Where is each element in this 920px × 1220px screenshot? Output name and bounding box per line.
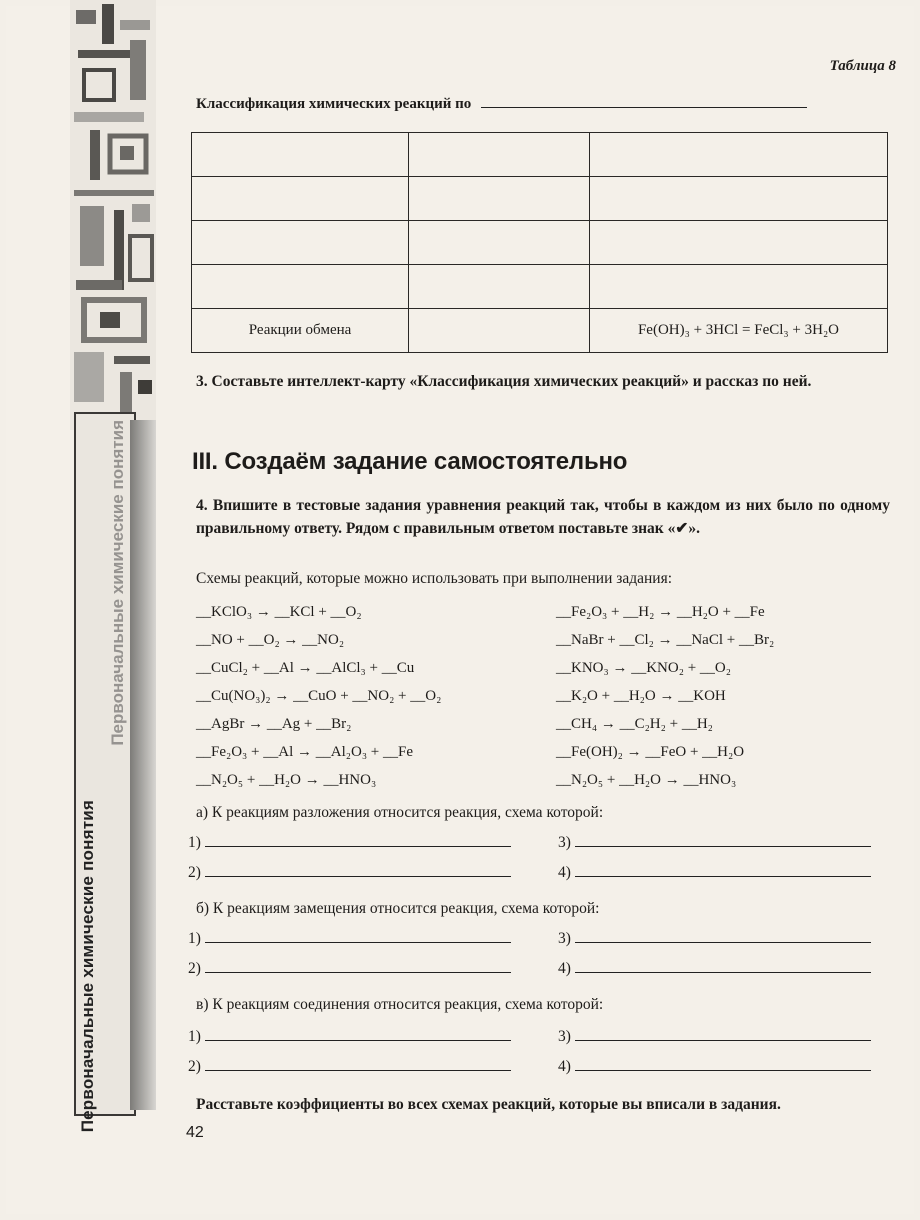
table-cell[interactable] — [590, 221, 888, 265]
table-cell[interactable] — [409, 265, 590, 309]
table-cell: Fe(OH)₃ + 3HCl = FeCl₃ + 3H₂O — [590, 309, 888, 353]
scheme-left: __NO + __O₂ → __NO₂ — [196, 632, 345, 648]
scheme-right: __KNO₃ → __KNO₂ + __O₂ — [556, 660, 731, 676]
chapter-title-ghost: Первоначальные химические понятия — [108, 420, 127, 746]
answer-slot[interactable]: 3) — [558, 834, 871, 852]
task-4: 4. Впишите в тестовые задания уравнения реакций так, чтобы в каждом из них было по одному правильному ответу. Рядом с правильным ответом поставьте знак «✔». — [196, 497, 890, 537]
table-row — [192, 221, 888, 265]
table-cell[interactable] — [409, 177, 590, 221]
table-row — [192, 133, 888, 177]
table-cell[interactable] — [409, 221, 590, 265]
classification-table — [191, 132, 888, 353]
decorative-pattern — [70, 0, 156, 430]
question-c: в) К реакциям соединения относится реакция, схема которой: — [196, 996, 604, 1013]
scheme-left: __AgBr → __Ag + __Br₂ — [196, 716, 352, 732]
answer-slot[interactable]: 3) — [558, 930, 871, 948]
table-cell[interactable] — [192, 177, 409, 221]
table-cell[interactable] — [590, 265, 888, 309]
final-instruction: Расставьте коэффициенты во всех схемах реакций, которые вы вписали в задания. — [196, 1096, 781, 1113]
table-label: Таблица 8 — [829, 58, 896, 74]
scheme-left: __Fe₂O₃ + __Al → __Al₂O₃ + __Fe — [196, 744, 414, 760]
answer-slot[interactable]: 1) — [188, 1028, 511, 1046]
page-number: 42 — [186, 1124, 204, 1141]
table-cell[interactable] — [192, 221, 409, 265]
table-cell[interactable] — [192, 133, 409, 177]
table-cell[interactable] — [192, 265, 409, 309]
schemes-intro: Схемы реакций, которые можно использовать при выполнении задания: — [196, 570, 673, 587]
table-row — [192, 177, 888, 221]
answer-slot[interactable]: 1) — [188, 930, 511, 948]
table-title: Классификация химических реакций по — [196, 96, 807, 113]
scheme-right: __Fe₂O₃ + __H₂ → __H₂O + __Fe — [556, 604, 765, 620]
question-b: б) К реакциям замещения относится реакция, схема которой: — [196, 900, 600, 917]
table-cell[interactable] — [590, 133, 888, 177]
scheme-left: __N₂O₅ + __H₂O → __HNO₃ — [196, 772, 377, 788]
answer-slot[interactable]: 2) — [188, 1058, 511, 1076]
scheme-right: __K₂O + __H₂O → __KOH — [556, 688, 726, 704]
scheme-right: __NaBr + __Cl₂ → __NaCl + __Br₂ — [556, 632, 775, 648]
sidebar-shadow — [130, 420, 156, 1110]
scheme-right: __CH₄ → __C₂H₂ + __H₂ — [556, 716, 713, 732]
scheme-right: __N₂O₅ + __H₂O → __HNO₃ — [556, 772, 737, 788]
task-3: 3. Составьте интеллект-карту «Классификация химических реакций» и рассказ по ней. — [196, 373, 812, 390]
chapter-title: Первоначальные химические понятия — [78, 800, 97, 1133]
table-cell[interactable] — [409, 309, 590, 353]
table-cell: Реакции обмена — [192, 309, 409, 353]
answer-slot[interactable]: 3) — [558, 1028, 871, 1046]
answer-slot[interactable]: 1) — [188, 834, 511, 852]
table-row — [192, 309, 888, 353]
answer-slot[interactable]: 4) — [558, 864, 871, 882]
table-cell[interactable] — [409, 133, 590, 177]
answer-slot[interactable]: 2) — [188, 864, 511, 882]
question-a: а) К реакциям разложения относится реакция, схема которой: — [196, 804, 604, 821]
title-blank-line[interactable] — [481, 106, 807, 108]
answer-slot[interactable]: 2) — [188, 960, 511, 978]
section-title: III. Создаём задание самостоятельно — [192, 448, 628, 475]
answer-slot[interactable]: 4) — [558, 960, 871, 978]
scheme-left: __CuCl₂ + __Al → __AlCl₃ + __Cu — [196, 660, 415, 676]
scheme-left: __Cu(NO₃)₂ → __CuO + __NO₂ + __O₂ — [196, 688, 442, 704]
answer-slot[interactable]: 4) — [558, 1058, 871, 1076]
scheme-left: __KClO₃ → __KCl + __O₂ — [196, 604, 362, 620]
table-row — [192, 265, 888, 309]
scheme-right: __Fe(OH)₂ → __FeO + __H₂O — [556, 744, 745, 760]
table-cell[interactable] — [590, 177, 888, 221]
